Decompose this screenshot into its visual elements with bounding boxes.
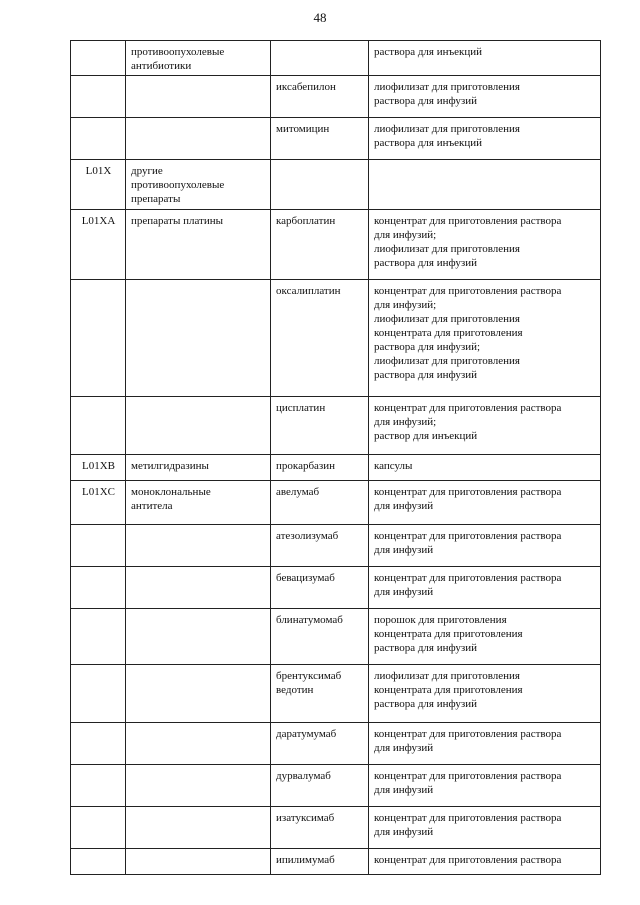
group-name-cell (126, 567, 271, 609)
dosage-form-cell: лиофилизат для приготовления раствора для инъекций (369, 118, 601, 160)
table-row (71, 118, 601, 160)
drug-name-cell: ипилимумаб (271, 849, 369, 875)
drug-name-cell: даратумумаб (271, 723, 369, 765)
atc-code-cell (71, 525, 126, 567)
atc-code-cell (71, 76, 126, 118)
group-name-cell (126, 609, 271, 665)
atc-code-cell (71, 849, 126, 875)
table-row (71, 455, 601, 481)
page-number: 48 (313, 10, 327, 25)
table-row (71, 765, 601, 807)
table-row (71, 609, 601, 665)
table-row (71, 807, 601, 849)
table-body (71, 41, 601, 875)
table-row (71, 567, 601, 609)
atc-code-cell: L01X (71, 160, 126, 210)
dosage-form-cell: концентрат для приготовления раствора для инфузий (369, 723, 601, 765)
drug-table (70, 40, 601, 875)
group-name-cell: другие противоопухолевые препараты (126, 160, 271, 210)
dosage-form-cell: капсулы (369, 455, 601, 481)
dosage-form-cell: лиофилизат для приготовления раствора для инфузий (369, 76, 601, 118)
drug-name-cell: блинатумомаб (271, 609, 369, 665)
group-name-cell (126, 525, 271, 567)
group-name-cell (126, 849, 271, 875)
table-row (71, 76, 601, 118)
atc-code-cell (71, 397, 126, 455)
group-name-cell (126, 807, 271, 849)
dosage-form-cell: лиофилизат для приготовления концентрата для приготовления раствора для инфузий (369, 665, 601, 723)
atc-code-cell (71, 807, 126, 849)
group-name-cell: метилгидразины (126, 455, 271, 481)
group-name-cell (126, 665, 271, 723)
drug-name-cell: оксалиплатин (271, 280, 369, 397)
dosage-form-cell: концентрат для приготовления раствора для инфузий (369, 481, 601, 525)
atc-code-cell (71, 665, 126, 723)
table-row (71, 481, 601, 525)
atc-code-cell: L01XA (71, 210, 126, 280)
drug-name-cell: изатуксимаб (271, 807, 369, 849)
group-name-cell (126, 765, 271, 807)
drug-name-cell: иксабепилон (271, 76, 369, 118)
dosage-form-cell: концентрат для приготовления раствора (369, 849, 601, 875)
group-name-cell (126, 723, 271, 765)
atc-code-cell: L01XB (71, 455, 126, 481)
dosage-form-cell: концентрат для приготовления раствора для инфузий (369, 525, 601, 567)
drug-name-cell: атезолизумаб (271, 525, 369, 567)
group-name-cell: моноклональные антитела (126, 481, 271, 525)
atc-code-cell (71, 567, 126, 609)
dosage-form-cell: концентрат для приготовления раствора для инфузий (369, 765, 601, 807)
group-name-cell: препараты платины (126, 210, 271, 280)
table-row (71, 41, 601, 76)
dosage-form-cell: концентрат для приготовления раствора для инфузий; раствор для инъекций (369, 397, 601, 455)
table-row (71, 210, 601, 280)
table-row (71, 723, 601, 765)
drug-name-cell: прокарбазин (271, 455, 369, 481)
atc-code-cell (71, 41, 126, 76)
dosage-form-cell: концентрат для приготовления раствора для инфузий (369, 567, 601, 609)
table-row (71, 280, 601, 397)
atc-code-cell (71, 118, 126, 160)
drug-name-cell: митомицин (271, 118, 369, 160)
atc-code-cell (71, 280, 126, 397)
drug-name-cell: цисплатин (271, 397, 369, 455)
table-row (71, 160, 601, 210)
drug-name-cell (271, 41, 369, 76)
group-name-cell (126, 76, 271, 118)
dosage-form-cell: концентрат для приготовления раствора для инфузий; лиофилизат для приготовления концентрата для приготовления раствора для инфузий; лиофилизат для приготовления раствора для инфузий (369, 280, 601, 397)
atc-code-cell: L01XC (71, 481, 126, 525)
atc-code-cell (71, 723, 126, 765)
table-row (71, 397, 601, 455)
drug-name-cell: карбоплатин (271, 210, 369, 280)
dosage-form-cell: раствора для инъекций (369, 41, 601, 76)
group-name-cell: противоопухолевые антибиотики (126, 41, 271, 76)
atc-code-cell (71, 609, 126, 665)
dosage-form-cell: концентрат для приготовления раствора для инфузий (369, 807, 601, 849)
table-row (71, 849, 601, 875)
group-name-cell (126, 280, 271, 397)
group-name-cell (126, 397, 271, 455)
dosage-form-cell: концентрат для приготовления раствора для инфузий; лиофилизат для приготовления раствора для инфузий (369, 210, 601, 280)
drug-name-cell (271, 160, 369, 210)
drug-name-cell: авелумаб (271, 481, 369, 525)
drug-name-cell: брентуксимаб ведотин (271, 665, 369, 723)
dosage-form-cell: порошок для приготовления концентрата для приготовления раствора для инфузий (369, 609, 601, 665)
table-row (71, 525, 601, 567)
drug-name-cell: бевацизумаб (271, 567, 369, 609)
drug-name-cell: дурвалумаб (271, 765, 369, 807)
dosage-form-cell (369, 160, 601, 210)
atc-code-cell (71, 765, 126, 807)
table-row (71, 665, 601, 723)
group-name-cell (126, 118, 271, 160)
